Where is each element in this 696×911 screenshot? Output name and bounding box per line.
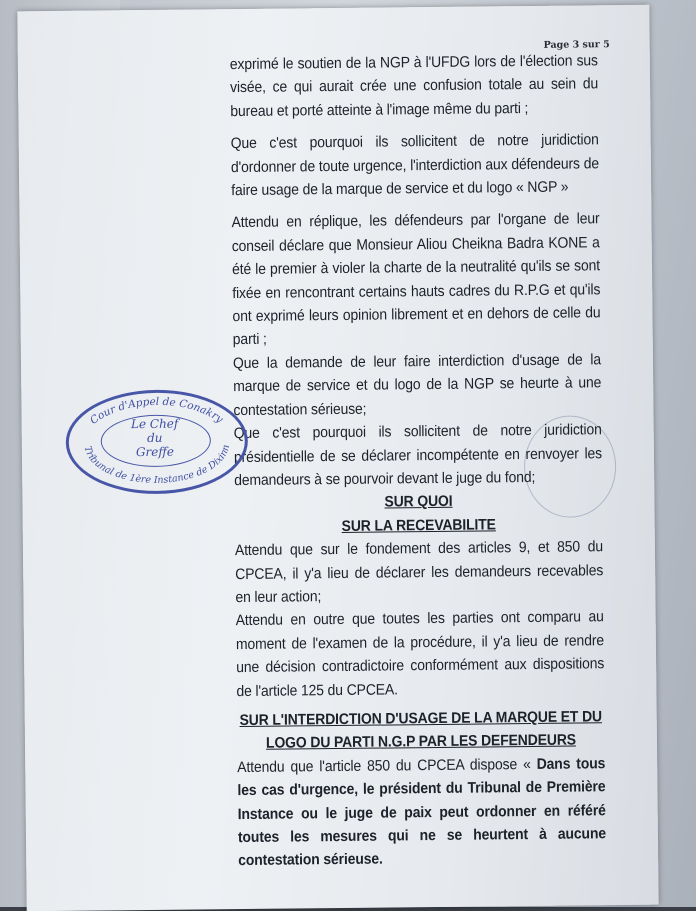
heading-interdiction-line-1: SUR L'INTERDICTION D'USAGE DE LA MARQUE ET DU [239,708,603,730]
paragraph-5: Que c'est pourquoi ils sollicitent de notre juridiction présidentielle de se déclarer incompétente en renvoyer les demandeurs à se pourvoir devant le juge du fond; [233,421,603,489]
paragraph-3: Attendu en réplique, les défendeurs par l'organe de leur conseil déclare que Monsieur Aliou Cheikna Badra KONE a été le premier à violer la charte de la neutralité qu'ils se sont fixée en rencontrant certains hauts cadres du R.P.G et qu'ils ont exprimé leurs opinion librement et en dehors de celle du parti ; [231,210,601,349]
paragraph-1: exprimé le soutien de la NGP à l'UFDG lors de l'élection sus visée, ce qui aurait crée une confusion totale au sein du bureau et porté atteinte à l'image même du parti ; [229,52,599,120]
heading-interdiction [237,705,605,756]
paragraph-4: Que la demande de leur faire interdiction d'usage de la marque de service et du logo de la NGP se heurte à une contestation sérieuse; [232,351,602,419]
heading-recevabilite: SUR LA RECEVABILITE [341,516,496,535]
document-page [17,5,658,911]
stamp-line-3: Greffe [135,444,175,460]
paragraph-8 [237,752,606,873]
paragraph-7: Attendu en outre que toutes les parties ont comparu au moment de l'examen de la procédure, il y'a lieu de rendre une décision contradictoire conformément aux dispositions de l'article 125 du CPCEA. [235,608,605,700]
document-body [230,49,607,873]
paragraph-8-plain: Attendu que l'article 850 du CPCEA dispose « [237,755,537,776]
page-number: Page 3 sur 5 [543,39,610,51]
stamp-line-1: Le Chef [130,416,179,432]
court-stamp [65,389,248,495]
stamp-center [101,416,209,459]
paragraph-6: Attendu que sur le fondement des articles 9, et 850 du CPCEA, il y'a lieu de déclarer les demandeurs recevables en leur action; [234,538,604,607]
stamp-line-2: du [146,430,163,445]
paragraph-2: Que c'est pourquoi ils sollicitent de notre juridiction d'ordonner de toute urgence, l'interdiction aux défendeurs de faire usage de la marque de service et du logo « NGP » [230,131,600,200]
heading-interdiction-line-2: LOGO DU PARTI N.G.P PAR LES DEFENDEURS [265,731,577,753]
paragraph-8-quote: Dans tous les cas d'urgence, le président du Tribunal de Première Instance ou le juge de paix peut ordonner en référé toutes les mesures qui ne se heurtent à aucune contestation sérieuse. [237,755,607,870]
stamp-outer-top: Cour d'Appel de Conakry [87,395,226,427]
heading-sur-quoi: SUR QUOI [384,493,453,511]
stamp-outer-bottom: Tribunal de 1ère Instance de Dixinn [81,443,232,486]
